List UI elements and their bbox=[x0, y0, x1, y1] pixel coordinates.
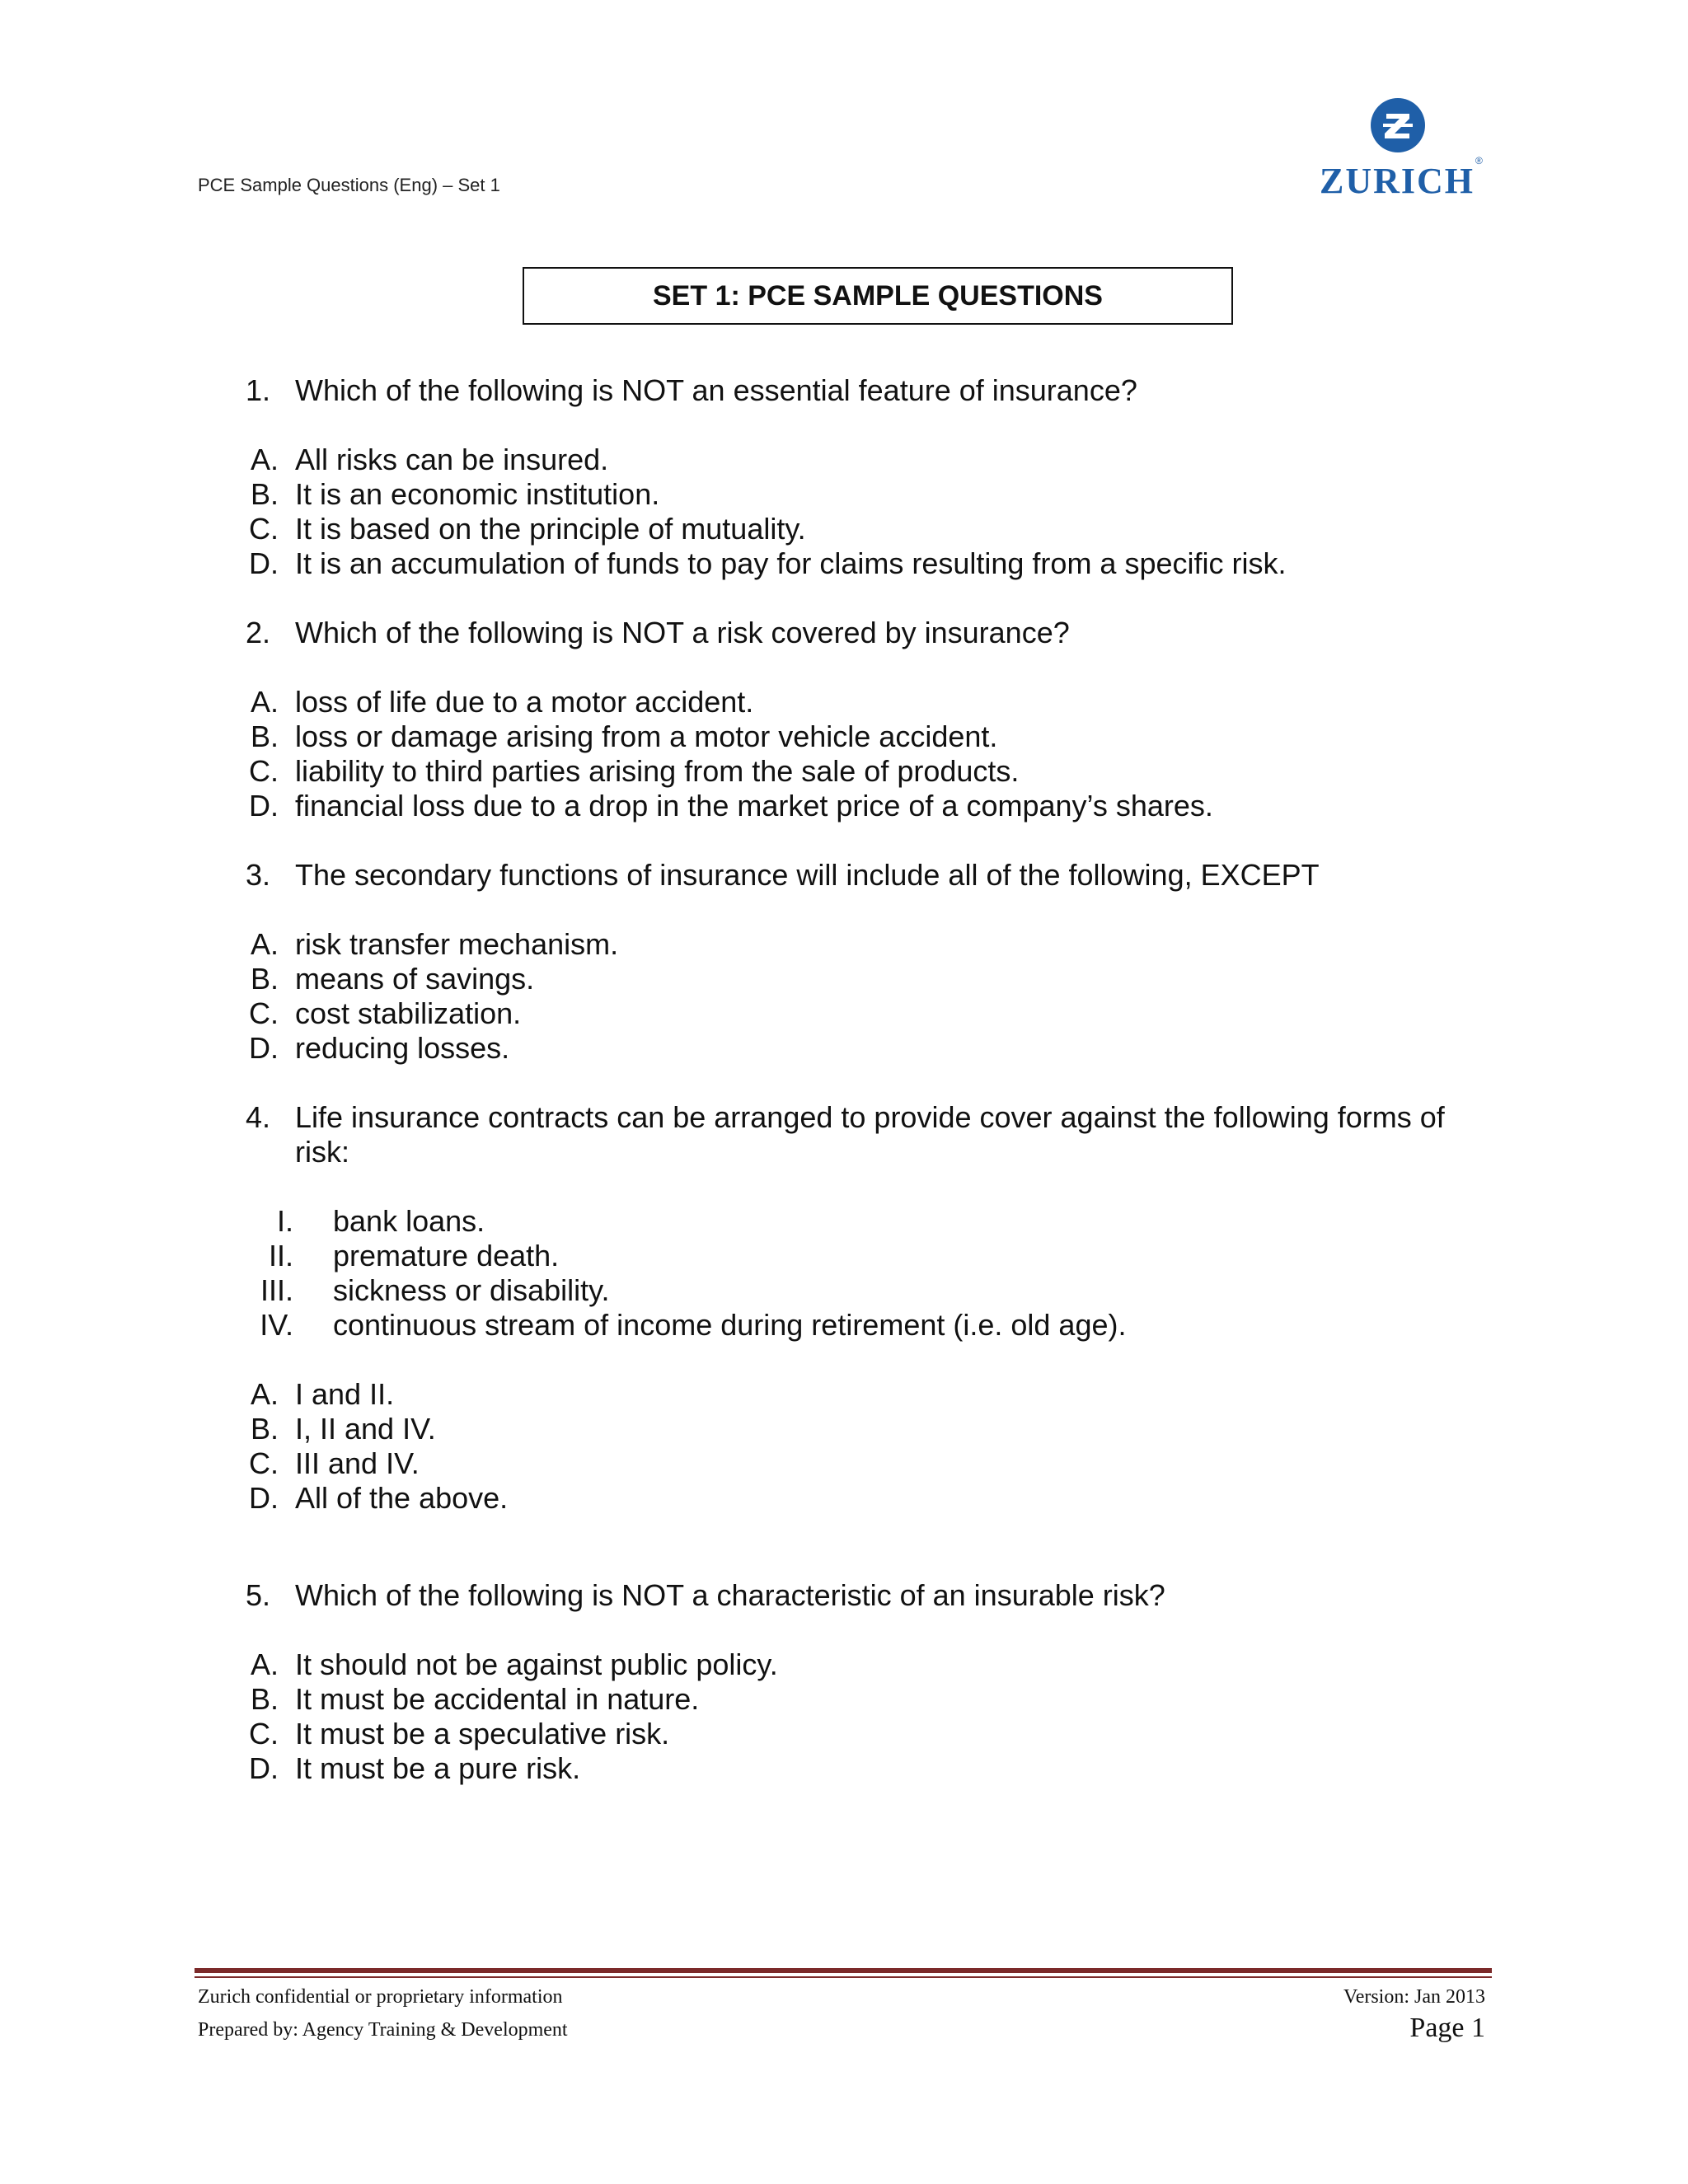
option-letter: B. bbox=[250, 477, 279, 511]
question-number: 4. bbox=[245, 1100, 270, 1134]
question-text: Which of the following is NOT an essential feature of insurance? bbox=[295, 373, 1137, 407]
option-letter: D. bbox=[249, 1031, 279, 1065]
option-letter: D. bbox=[249, 789, 279, 823]
footer-divider-thin bbox=[195, 1976, 1492, 1978]
statement-text: premature death. bbox=[333, 1239, 560, 1272]
option-letter: B. bbox=[250, 719, 279, 753]
option-text: It must be accidental in nature. bbox=[295, 1682, 700, 1716]
zurich-logo-text: ZURICH bbox=[1319, 161, 1475, 201]
footer-divider bbox=[195, 1968, 1492, 1973]
question-number: 5. bbox=[245, 1578, 270, 1612]
option-letter: C. bbox=[249, 996, 279, 1030]
option-text: It must be a pure risk. bbox=[295, 1751, 581, 1785]
option-letter: D. bbox=[249, 546, 279, 580]
zurich-logo-icon bbox=[1370, 97, 1426, 153]
registered-mark: ® bbox=[1475, 155, 1483, 166]
option-letter: C. bbox=[249, 512, 279, 546]
statement-text: sickness or disability. bbox=[333, 1273, 610, 1307]
footer-confidential: Zurich confidential or proprietary information bbox=[198, 1986, 563, 2008]
statement-text: bank loans. bbox=[333, 1204, 485, 1238]
statement-numeral: II. bbox=[268, 1239, 293, 1272]
statement-text: continuous stream of income during retirement (i.e. old age). bbox=[333, 1308, 1127, 1342]
question-text: The secondary functions of insurance will include all of the following, EXCEPT bbox=[295, 858, 1320, 892]
question-text-line-1: Life insurance contracts can be arranged to provide cover against the following forms of bbox=[295, 1100, 1445, 1134]
page-title: SET 1: PCE SAMPLE QUESTIONS bbox=[523, 267, 1233, 325]
question-text: Which of the following is NOT a risk covered by insurance? bbox=[295, 616, 1070, 649]
zurich-logo bbox=[1319, 97, 1484, 204]
statement-numeral: I. bbox=[276, 1204, 293, 1238]
option-text: It is based on the principle of mutuality. bbox=[295, 512, 806, 546]
option-letter: D. bbox=[249, 1751, 279, 1785]
option-letter: C. bbox=[249, 1717, 279, 1750]
option-text: loss of life due to a motor accident. bbox=[295, 685, 754, 719]
document-header-title: PCE Sample Questions (Eng) – Set 1 bbox=[198, 175, 500, 195]
option-text: It must be a speculative risk. bbox=[295, 1717, 670, 1750]
question-number: 3. bbox=[245, 858, 270, 892]
option-letter: B. bbox=[250, 962, 279, 996]
option-text: I, II and IV. bbox=[295, 1412, 436, 1446]
option-text: means of savings. bbox=[295, 962, 535, 996]
option-letter: B. bbox=[250, 1412, 279, 1446]
question-number: 2. bbox=[245, 616, 270, 649]
option-text: liability to third parties arising from the sale of products. bbox=[295, 754, 1020, 788]
footer-version: Version: Jan 2013 bbox=[1343, 1986, 1485, 2008]
question-number: 1. bbox=[245, 373, 270, 407]
option-text: It is an accumulation of funds to pay for claims resulting from a specific risk. bbox=[295, 546, 1287, 580]
option-letter: A. bbox=[250, 685, 279, 719]
question-text: Which of the following is NOT a characteristic of an insurable risk? bbox=[295, 1578, 1165, 1612]
option-text: financial loss due to a drop in the market price of a company’s shares. bbox=[295, 789, 1213, 823]
option-text: It is an economic institution. bbox=[295, 477, 660, 511]
option-letter: B. bbox=[250, 1682, 279, 1716]
option-text: III and IV. bbox=[295, 1446, 420, 1480]
option-letter: C. bbox=[249, 1446, 279, 1480]
option-text: It should not be against public policy. bbox=[295, 1647, 778, 1681]
option-letter: A. bbox=[250, 443, 279, 476]
option-letter: A. bbox=[250, 1377, 279, 1411]
option-letter: D. bbox=[249, 1481, 279, 1515]
statement-numeral: IV. bbox=[260, 1308, 293, 1342]
option-letter: A. bbox=[250, 927, 279, 961]
option-text: All of the above. bbox=[295, 1481, 509, 1515]
footer-prepared-by: Prepared by: Agency Training & Development bbox=[198, 2019, 568, 2041]
option-letter: C. bbox=[249, 754, 279, 788]
option-text: I and II. bbox=[295, 1377, 395, 1411]
question-text-line-2: risk: bbox=[295, 1135, 349, 1169]
footer-page-number: Page 1 bbox=[1409, 2013, 1485, 2043]
option-text: risk transfer mechanism. bbox=[295, 927, 619, 961]
option-text: reducing losses. bbox=[295, 1031, 510, 1065]
option-letter: A. bbox=[250, 1647, 279, 1681]
option-text: cost stabilization. bbox=[295, 996, 522, 1030]
option-text: loss or damage arising from a motor vehicle accident. bbox=[295, 719, 998, 753]
option-text: All risks can be insured. bbox=[295, 443, 609, 476]
statement-numeral: III. bbox=[260, 1273, 293, 1307]
